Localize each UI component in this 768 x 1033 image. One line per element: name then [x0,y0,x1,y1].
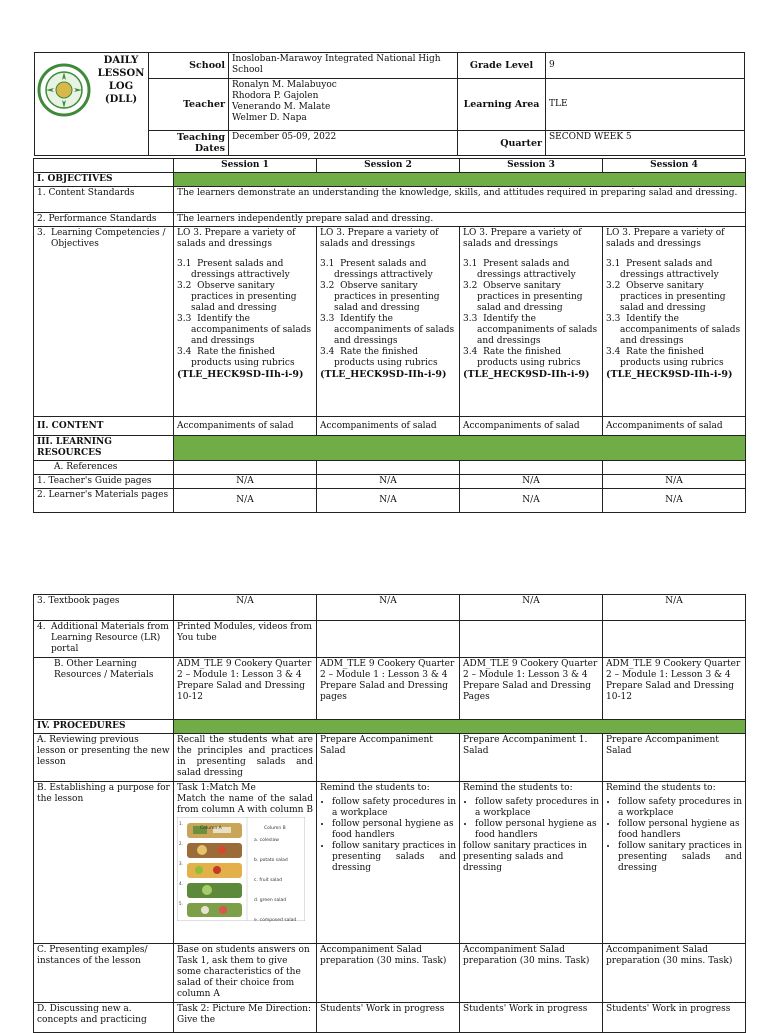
learning-area-value: TLE [546,79,745,131]
content-text: Accompaniments of salad [317,417,460,436]
additional-materials-s1: Printed Modules, videos from You tube [174,621,317,658]
proc-d-s4: Students' Work in progress [603,1003,746,1033]
title-line: (DLL) [104,94,138,105]
dll-table-page1 [33,158,746,513]
remind-text: Remind the students to: [320,783,430,793]
additional-num: 4. [37,622,46,632]
reminder-item: • follow personal hygiene as food handlers [618,819,742,841]
teacher-name: Venerando M. Malate [232,102,331,112]
grade-value: 9 [546,53,745,79]
svg-text:5.: 5. [179,901,183,906]
match-item: d. green salad [254,898,287,903]
other-resources-label: B. Other Learning Resources / Materials [34,658,174,720]
na-value: N/A [317,489,460,513]
lo-text: LO 3. Prepare a variety of salads and dressings [606,228,725,249]
competency-item: 3.1 Present salads and dressings attractively [606,259,719,280]
deped-seal-icon [37,63,91,117]
title-line: LOG [108,81,134,92]
session-header: Session 2 [317,159,460,173]
grade-label: Grade Level [458,53,546,79]
lo-text: LO 3. Prepare a variety of salads and dressings [177,228,296,249]
teacher-list [229,79,458,131]
na-value: N/A [317,475,460,489]
header-table [34,52,745,156]
proc-a-s2: Prepare Accompaniment Salad [317,734,460,782]
proc-d-s3: Students' Work in progress [460,1003,603,1033]
lo-text: LO 3. Prepare a variety of salads and dressings [320,228,439,249]
proc-d-label: D. Discussing new a. concepts and practicing [34,1003,174,1033]
proc-a-s1: Recall the students what are the principles and practices in presenting salads and salad dressing [174,734,317,782]
reminder-item: • follow sanitary practices in presenting salads and dressing [618,841,742,874]
competency-item: 3.1 Present salads and dressings attractively [320,259,433,280]
other-resources-s1: ADM_TLE 9 Cookery Quarter 2 – Module 1: Lesson 3 & 4 Prepare Salad and Dressing 10-12 [174,658,317,720]
svg-text:2.: 2. [179,841,183,846]
competency-item: 3.3 Identify the accompaniments of salads and dressings [177,314,312,346]
reminder-item: • follow sanitary practices in presenting salads and dressing [332,841,456,874]
title-line: DAILY [103,55,139,66]
title-line: LESSON [97,68,145,79]
resources-heading: III. LEARNING RESOURCES [34,436,174,461]
na-value: N/A [174,489,317,513]
session-header: Session 1 [174,159,317,173]
match-item: e. composed salad [254,918,297,923]
proc-d-s2: Students' Work in progress [317,1003,460,1033]
competency-item: 3.4 Rate the finished products using rubrics [177,347,295,368]
column-b-label: Column B [264,826,286,831]
remind-text: Remind the students to: [463,783,573,793]
competency-item: 3.3 Identify the accompaniments of salads and dressings [320,314,455,346]
competency-code: (TLE_HECK9SD-IIh-i-9) [177,369,304,380]
match-item: b. potato salad [254,858,288,863]
teachers-guide-label: 1. Teacher's Guide pages [34,475,174,489]
competency-code: (TLE_HECK9SD-IIh-i-9) [463,369,590,380]
teaching-dates-value: December 05-09, 2022 [229,131,458,156]
proc-c-s1: Base on students answers on Task 1, ask them to give some characteristics of the salad of their choice from column A [174,944,317,1003]
other-resources-s4: ADM_TLE 9 Cookery Quarter 2 – Module 1: Lesson 3 & 4 Prepare Salad and Dressing 10-12 [603,658,746,720]
reminder-item: • follow safety procedures in a workplace [618,797,742,819]
na-value: N/A [174,595,317,621]
competencies-label-cell [34,227,174,417]
content-standards-text: The learners demonstrate an understanding the knowledge, skills, and attitudes required in preparing salad and dressing. [174,187,746,213]
quarter-value: SECOND WEEK 5 [546,131,745,156]
competencies-num: 3. [37,228,46,238]
competency-item: 3.1 Present salads and dressings attractively [463,259,576,280]
content-text: Accompaniments of salad [460,417,603,436]
proc-c-label: C. Presenting examples/ instances of the lesson [34,944,174,1003]
proc-c-s2: Accompaniment Salad preparation (30 mins. Task) [317,944,460,1003]
competencies-session-3 [460,227,603,417]
proc-c-s3: Accompaniment Salad preparation (30 mins. Task) [460,944,603,1003]
reminder-item: • follow safety procedures in a workplace [475,797,599,819]
proc-b-s4 [603,782,746,944]
svg-text:1.: 1. [179,821,183,826]
header-brand-cell [35,53,149,156]
na-value: N/A [460,475,603,489]
na-value: N/A [603,475,746,489]
na-value: N/A [460,489,603,513]
performance-standards-text: The learners independently prepare salad and dressing. [174,213,746,227]
proc-d-s1: Task 2: Picture Me Direction: Give the [174,1003,317,1033]
performance-standards-label: 2. Performance Standards [34,213,174,227]
teaching-dates-label: Teaching Dates [149,131,229,156]
svg-text:3.: 3. [179,861,183,866]
learning-area-label: Learning Area [458,79,546,131]
na-value: N/A [317,595,460,621]
dll-table-page2 [33,594,746,1033]
svg-text:4.: 4. [179,881,183,886]
match-item: a. coleslaw [254,838,279,843]
content-heading: II. CONTENT [34,417,174,436]
other-resources-s3: ADM_TLE 9 Cookery Quarter 2 – Module 1: Lesson 3 & 4 Prepare Salad and Dressing Pages [460,658,603,720]
competency-item: 3.4 Rate the finished products using rubrics [320,347,438,368]
reminder-item: • follow safety procedures in a workplace [332,797,456,819]
objectives-heading: I. OBJECTIVES [34,173,174,187]
session-header: Session 4 [603,159,746,173]
competency-item: 3.2 Observe sanitary practices in presenting salad and dressing [177,281,297,313]
competency-item: 3.3 Identify the accompaniments of salads and dressings [606,314,741,346]
procedures-heading: IV. PROCEDURES [34,720,174,734]
na-value: N/A [460,595,603,621]
reminder-item-plain: follow sanitary practices in presenting salads and dressing [463,841,587,873]
column-a-label: Column A [200,826,222,831]
competency-item: 3.2 Observe sanitary practices in presenting salad and dressing [320,281,440,313]
lo-text: LO 3. Prepare a variety of salads and dressings [463,228,582,249]
learners-materials-label: 2. Learner's Materials pages [34,489,174,513]
remind-text: Remind the students to: [606,783,716,793]
teacher-name: Welmer D. Napa [232,113,307,123]
teacher-label: Teacher [149,79,229,131]
na-value: N/A [603,489,746,513]
match-item: c. fruit salad [254,878,283,883]
competencies-session-2 [317,227,460,417]
proc-b-label: B. Establishing a purpose for the lesson [34,782,174,944]
competencies-session-4 [603,227,746,417]
competency-item: 3.2 Observe sanitary practices in presenting salad and dressing [606,281,726,313]
proc-a-label: A. Reviewing previous lesson or presenting the new lesson [34,734,174,782]
proc-c-s4: Accompaniment Salad preparation (30 mins. Task) [603,944,746,1003]
reminder-item: • follow personal hygiene as food handlers [475,819,599,841]
content-standards-label: 1. Content Standards [34,187,174,213]
match-me-labels [180,826,308,930]
content-text: Accompaniments of salad [174,417,317,436]
competency-item: 3.1 Present salads and dressings attractively [177,259,290,280]
na-value: N/A [603,595,746,621]
na-value: N/A [174,475,317,489]
other-resources-s2: ADM_TLE 9 Cookery Quarter 2 – Module 1 : Lesson 3 & 4 Prepare Salad and Dressing pages [317,658,460,720]
proc-b-s2 [317,782,460,944]
session-header: Session 3 [460,159,603,173]
proc-a-s4: Prepare Accompaniment Salad [603,734,746,782]
competency-item: 3.4 Rate the finished products using rubrics [463,347,581,368]
teacher-name: Ronalyn M. Malabuyoc [232,80,337,90]
reminder-item: • follow personal hygiene as food handlers [332,819,456,841]
proc-b-s3 [460,782,603,944]
quarter-label: Quarter [458,131,546,156]
competency-item: 3.4 Rate the finished products using rubrics [606,347,724,368]
task-1-text: Match the name of the salad from column A with column B [177,794,313,815]
competencies-label: Learning Competencies / Objectives [51,228,166,249]
school-value: Inosloban-Marawoy Integrated National High School [229,53,458,79]
textbook-label: 3. Textbook pages [34,595,174,621]
competency-code: (TLE_HECK9SD-IIh-i-9) [606,369,733,380]
competencies-session-1 [174,227,317,417]
content-text: Accompaniments of salad [603,417,746,436]
competency-item: 3.2 Observe sanitary practices in presenting salad and dressing [463,281,583,313]
references-label: A. References [34,461,174,475]
competency-item: 3.3 Identify the accompaniments of salads and dressings [463,314,598,346]
additional-materials-label: Additional Materials from Learning Resource (LR) portal [51,622,169,654]
additional-materials-label-cell [34,621,174,658]
school-label: School [149,53,229,79]
task-1-title: Task 1:Match Me [177,783,256,793]
teacher-name: Rhodora P. Gajolen [232,91,319,101]
competency-code: (TLE_HECK9SD-IIh-i-9) [320,369,447,380]
proc-a-s3: Prepare Accompaniment 1. Salad [460,734,603,782]
